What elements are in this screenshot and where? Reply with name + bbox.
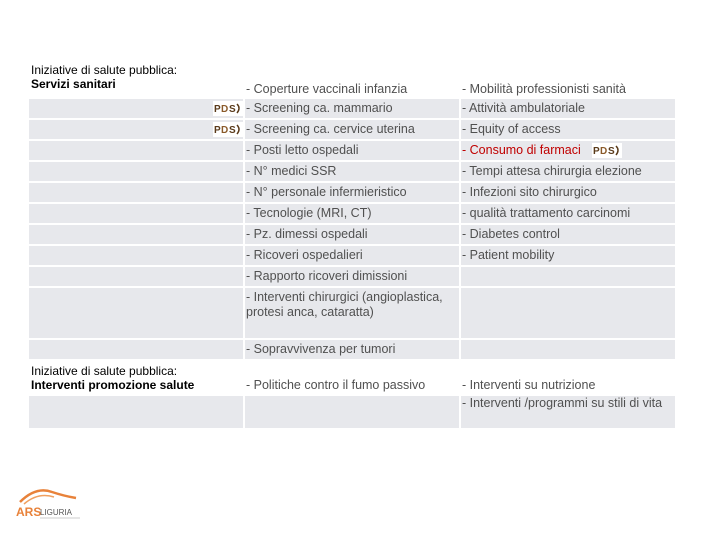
list-item: - Politiche contro il fumo passivo	[246, 378, 426, 392]
table-row	[28, 339, 676, 360]
pds-icon	[213, 122, 243, 137]
list-item: - Posti letto ospedali	[246, 143, 359, 157]
table-row	[28, 98, 676, 119]
table-row	[28, 245, 676, 266]
list-item-highlight: - Consumo di farmaci	[462, 143, 581, 157]
logo-name: LIGURIA	[40, 508, 73, 517]
section-title-services	[28, 62, 244, 98]
logo-brand: ARS	[16, 505, 42, 519]
svg-text:S: S	[229, 125, 236, 137]
list-item: - Screening ca. mammario	[246, 101, 393, 115]
svg-text:S: S	[608, 146, 615, 158]
list-item: - Coperture vaccinali infanzia	[246, 82, 408, 96]
list-item: - Patient mobility	[462, 248, 555, 262]
svg-text:D: D	[600, 146, 608, 158]
svg-text:P: P	[214, 104, 221, 116]
list-item: - qualità trattamento carcinomi	[462, 206, 631, 220]
list-item: - Pz. dimessi ospedali	[246, 227, 368, 241]
list-item: - Equity of access	[462, 122, 561, 136]
pds-icon	[592, 143, 622, 158]
section-title-line2: Servizi sanitari	[31, 77, 116, 91]
list-item: - Attività ambulatoriale	[462, 101, 585, 115]
table-row	[28, 140, 676, 161]
section-title-promotion	[28, 360, 244, 395]
list-item: - Interventi /programmi su stili di vita	[462, 396, 663, 410]
list-item: - Interventi chirurgici (angioplastica, protesi anca, cataratta)	[246, 290, 443, 319]
pds-icon	[213, 101, 243, 116]
table-row	[28, 360, 676, 395]
svg-text:P: P	[593, 146, 600, 158]
section-title-line2: Interventi promozione salute	[31, 378, 195, 392]
svg-text:P: P	[214, 125, 221, 137]
list-item: - N° medici SSR	[246, 164, 337, 178]
table-row	[28, 287, 676, 339]
list-item: - N° personale infermieristico	[246, 185, 407, 199]
list-item: - Screening ca. cervice uterina	[246, 122, 415, 136]
indicators-table	[28, 62, 676, 429]
list-item: - Rapporto ricoveri dimissioni	[246, 269, 408, 283]
list-item: - Infezioni sito chirurgico	[462, 185, 597, 199]
svg-text:D: D	[221, 104, 229, 116]
table-row	[28, 203, 676, 224]
list-item: - Mobilità professionisti sanità	[462, 82, 626, 96]
table-row	[28, 395, 676, 429]
table-row	[28, 119, 676, 140]
list-item: - Ricoveri ospedalieri	[246, 248, 363, 262]
table-row	[28, 182, 676, 203]
table-row	[28, 62, 676, 98]
section-title-line1: Iniziative di salute pubblica:	[31, 63, 178, 77]
svg-text:D: D	[221, 125, 229, 137]
table-row	[28, 224, 676, 245]
table-row	[28, 161, 676, 182]
list-item: - Tecnologie (MRI, CT)	[246, 206, 372, 220]
svg-text:S: S	[229, 104, 236, 116]
list-item: - Tempi attesa chirurgia elezione	[462, 164, 642, 178]
list-item: - Diabetes control	[462, 227, 560, 241]
table-row	[28, 266, 676, 287]
list-item: - Interventi su nutrizione	[462, 378, 596, 392]
list-item: - Sopravvivenza per tumori	[246, 342, 396, 356]
section-title-line1: Iniziative di salute pubblica:	[31, 364, 178, 378]
ars-liguria-logo	[14, 482, 84, 522]
